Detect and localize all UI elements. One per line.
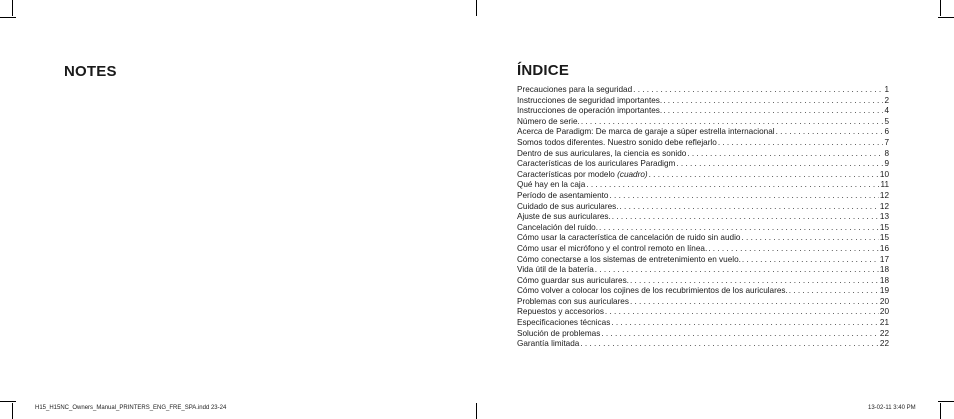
toc-entry [517,85,889,96]
toc-entry-title-text: Garantía limitada [517,339,580,349]
toc-entry-title-text: Cancelación del ruido. [517,222,599,232]
toc-entry [517,127,889,138]
toc-entry-page: 9 [884,159,889,169]
toc-entry-page: 8 [884,148,889,158]
toc-dot-leader [789,286,879,297]
toc-entry [517,276,889,287]
table-of-contents [517,85,889,350]
toc-entry-title-text: Características por modelo [517,169,615,179]
toc-dot-leader [742,255,879,266]
crop-mark [938,17,954,18]
toc-entry-page: 22 [879,328,889,338]
toc-entry [517,159,889,170]
toc-entry-title [517,276,629,287]
toc-dot-leader [595,265,879,276]
toc-entry-page: 13 [879,212,889,222]
toc-entry [517,339,889,350]
toc-entry-title [517,223,598,234]
toc-entry-page: 20 [879,296,889,306]
toc-entry-page: 17 [879,254,889,264]
toc-entry-page: 19 [879,286,889,296]
toc-entry-title [517,286,788,297]
toc-entry-page: 22 [879,339,889,349]
toc-entry-page: 2 [884,95,889,105]
toc-entry-page: 15 [879,222,889,232]
toc-entry-title [517,96,662,107]
toc-entry-title [517,180,585,191]
toc-entry-title-text: Especificaciones técnicas [517,318,611,328]
toc-entry [517,297,889,308]
toc-entry [517,244,889,255]
toc-entry-page: 18 [879,265,889,275]
toc-entry-title-text: Problemas con sus auriculares [517,296,629,306]
toc-entry-title [517,202,619,213]
toc-entry-title [517,329,600,340]
crop-mark [476,403,477,419]
toc-dot-leader [676,159,883,170]
toc-entry-title [517,117,580,128]
toc-entry [517,255,889,266]
toc-dot-leader [599,223,879,234]
toc-entry-page: 12 [879,190,889,200]
crop-mark [938,401,954,402]
toc-entry [517,202,889,213]
toc-entry [517,212,889,223]
toc-entry-title-text: Número de serie. [517,116,580,126]
toc-entry [517,307,889,318]
toc-entry-title-text: Cómo volver a colocar los cojines de los recubrimientos de los auriculares. [517,286,788,296]
toc-dot-leader [663,96,883,107]
toc-dot-leader [776,127,884,138]
toc-entry-page: 6 [884,127,889,137]
toc-entry-title [517,138,717,149]
toc-entry-title-text: Cuidado de sus auriculares. [517,201,619,211]
toc-dot-leader [580,339,879,350]
toc-dot-leader [708,244,879,255]
toc-entry-title [517,127,775,138]
toc-entry-title-text: Repuestos y accesorios [517,307,604,317]
toc-dot-leader [741,233,878,244]
toc-entry-title-text: Somos todos diferentes. Nuestro sonido debe reflejarlo [517,137,717,147]
toc-entry [517,117,889,128]
toc-entry-page: 20 [879,307,889,317]
toc-entry-title-text: Ajuste de sus auriculares. [517,212,611,222]
toc-entry-title [517,318,610,329]
toc-entry-title-text: Vida útil de la batería [517,265,594,275]
toc-dot-leader [687,149,883,160]
toc-entry-title [517,212,611,223]
toc-entry-title [517,307,604,318]
toc-dot-leader [663,106,883,117]
toc-entry [517,191,889,202]
toc-entry [517,318,889,329]
crop-mark [476,0,477,16]
toc-entry-page: 1 [884,85,889,94]
toc-entry-title [517,255,741,266]
toc-dot-leader [611,318,879,329]
toc-entry-title [517,85,632,96]
file-slug: H15_H15NC_Owners_Manual_PRINTERS_ENG_FRE_SPA.indd 23-24 [35,405,227,411]
toc-entry-page: 5 [884,116,889,126]
toc-entry-title [517,265,594,276]
toc-entry-title-text: Instrucciones de operación importantes. [517,106,663,116]
toc-entry-title [517,170,648,181]
index-title: ÍNDICE [517,62,570,79]
toc-entry-title-text: Solución de problemas [517,328,601,338]
toc-dot-leader [612,212,879,223]
toc-entry-title-text: Características de los auriculares Paradigm [517,159,676,169]
toc-entry-title [517,159,675,170]
toc-dot-leader [630,297,879,308]
toc-entry-title [517,297,629,308]
toc-entry-page: 7 [884,137,889,147]
toc-dot-leader [581,117,884,128]
toc-entry-page: 15 [879,233,889,243]
toc-entry-title [517,339,579,350]
toc-entry-title-text: Acerca de Paradigm: De marca de garaje a súper estrella internacional [517,127,775,137]
toc-dot-leader [605,307,879,318]
toc-entry [517,170,889,181]
toc-entry [517,329,889,340]
toc-entry-title [517,244,707,255]
toc-entry [517,233,889,244]
toc-entry [517,96,889,107]
toc-dot-leader [601,329,879,340]
toc-entry [517,180,889,191]
toc-entry-page: 10 [879,169,889,179]
toc-entry-title-text: Precauciones para la seguridad [517,85,633,94]
toc-entry-page: 12 [879,201,889,211]
toc-dot-leader [718,138,884,149]
notes-title: NOTES [64,63,117,80]
toc-entry-title-text: Cómo conectarse a los sistemas de entretenimiento en vuelo. [517,254,741,264]
toc-entry-title [517,233,740,244]
toc-entry-title-text: Qué hay en la caja [517,180,586,190]
toc-entry-page: 4 [884,106,889,116]
toc-entry [517,106,889,117]
toc-entry-title-italic: (cuadro) [617,169,648,179]
toc-entry-title-text: Período de asentamiento [517,190,609,200]
toc-dot-leader [630,276,879,287]
crop-mark [940,0,941,16]
crop-mark [0,401,16,402]
crop-mark [12,0,13,16]
toc-dot-leader [586,180,879,191]
toc-dot-leader [649,170,879,181]
toc-entry-page: 11 [880,180,889,190]
toc-entry-title-text: Cómo guardar sus auriculares. [517,275,629,285]
crop-mark [940,403,941,419]
toc-entry [517,138,889,149]
toc-entry-title [517,149,686,160]
toc-entry-page: 21 [879,318,889,328]
toc-dot-leader [633,85,883,96]
toc-entry [517,223,889,234]
toc-entry-title-text: Cómo usar la característica de cancelación de ruido sin audio [517,233,741,243]
toc-entry-title [517,191,609,202]
print-datetime: 13-02-11 3:40 PM [868,405,916,411]
toc-entry [517,149,889,160]
toc-entry-title-text: Instrucciones de seguridad importantes. [517,95,663,105]
toc-entry-page: 18 [879,275,889,285]
toc-dot-leader [610,191,879,202]
toc-entry [517,265,889,276]
toc-dot-leader [620,202,879,213]
toc-entry-page: 16 [879,243,889,253]
toc-entry [517,286,889,297]
toc-entry-title-text: Cómo usar el micrófono y el control remoto en línea. [517,243,708,253]
toc-entry-title [517,106,662,117]
crop-mark [12,403,13,419]
toc-entry-title-text: Dentro de sus auriculares, la ciencia es sonido [517,148,687,158]
crop-mark [0,17,16,18]
